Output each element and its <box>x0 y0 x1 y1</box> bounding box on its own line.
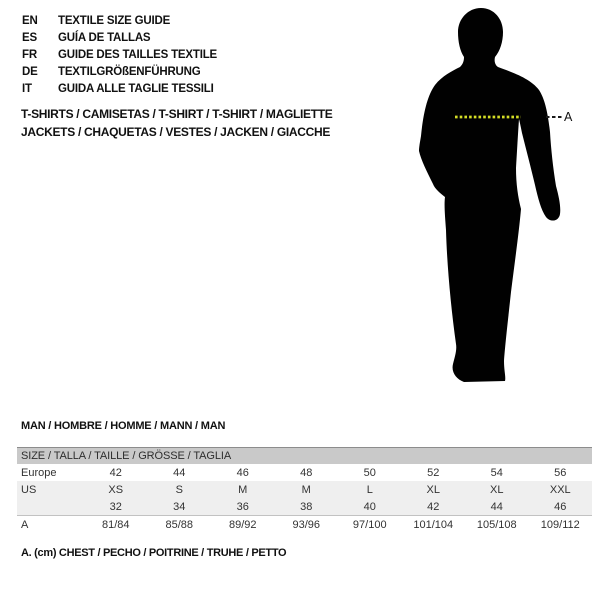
language-label: TEXTILGRÖßENFÜHRUNG <box>58 66 201 78</box>
table-cell: 44 <box>465 498 529 516</box>
table-cell: 97/100 <box>338 516 402 534</box>
table-cell: XS <box>84 481 148 498</box>
table-cell: 54 <box>490 466 503 479</box>
table-cell: XL <box>465 481 529 498</box>
language-code: DE <box>22 66 38 78</box>
table-cell: M <box>211 481 275 498</box>
language-row <box>22 47 217 64</box>
language-row <box>22 13 217 30</box>
table-cell: 36 <box>211 498 275 516</box>
table-cell: S <box>148 481 212 498</box>
language-label: GUÍA DE TALLAS <box>58 32 151 44</box>
table-cell: 42 <box>109 466 122 479</box>
language-code: EN <box>22 15 38 27</box>
table-cell: 52 <box>427 466 440 479</box>
row-label: US <box>17 481 84 498</box>
size-table <box>17 447 592 533</box>
measurement-footnote: A. (cm) CHEST / PECHO / POITRINE / TRUHE / PETTO <box>21 547 287 559</box>
table-cell: 44 <box>173 466 186 479</box>
row-label: Europe <box>21 466 57 479</box>
language-row <box>22 30 217 47</box>
man-figure <box>390 0 600 400</box>
language-row <box>22 64 217 81</box>
table-cell: 105/108 <box>465 516 529 534</box>
table-cell: 56 <box>554 466 567 479</box>
man-silhouette <box>419 8 560 382</box>
table-cell: 46 <box>529 498 593 516</box>
table-cell: 81/84 <box>84 516 148 534</box>
table-cell: 89/92 <box>211 516 275 534</box>
language-code: ES <box>22 32 37 44</box>
category-line-tshirts: T-SHIRTS / CAMISETAS / T-SHIRT / T-SHIRT / MAGLIETTE <box>21 107 333 121</box>
table-cell: 101/104 <box>402 516 466 534</box>
table-row-us <box>17 481 592 498</box>
table-row-europe <box>17 464 592 481</box>
language-label: TEXTILE SIZE GUIDE <box>58 15 171 27</box>
table-row-us-numeric <box>17 498 592 516</box>
category-line-jackets: JACKETS / CHAQUETAS / VESTES / JACKEN / GIACCHE <box>21 124 331 139</box>
language-label: GUIDE DES TAILLES TEXTILE <box>58 49 217 61</box>
row-label: A <box>17 516 84 534</box>
table-cell: 32 <box>84 498 148 516</box>
table-cell: M <box>275 481 339 498</box>
table-cell: 50 <box>363 466 376 479</box>
table-header-cell: SIZE / TALLA / TAILLE / GRÖSSE / TAGLIA <box>17 448 592 465</box>
language-code: FR <box>22 49 37 61</box>
table-cell: 38 <box>275 498 339 516</box>
table-cell: 40 <box>338 498 402 516</box>
measure-label-a: A <box>564 110 573 124</box>
row-label <box>17 498 84 516</box>
table-cell: 109/112 <box>529 516 593 534</box>
table-cell: 42 <box>402 498 466 516</box>
table-header-row <box>17 448 592 465</box>
table-cell: XL <box>402 481 466 498</box>
table-cell: 85/88 <box>148 516 212 534</box>
table-cell: L <box>338 481 402 498</box>
table-cell: 93/96 <box>275 516 339 534</box>
man-silhouette-figure <box>390 0 600 400</box>
table-cell: XXL <box>529 481 593 498</box>
language-label: GUIDA ALLE TAGLIE TESSILI <box>58 83 214 95</box>
category-block <box>21 106 333 141</box>
language-row <box>22 81 217 98</box>
language-code: IT <box>22 83 32 95</box>
language-title-block <box>22 13 217 98</box>
table-row-chest <box>17 516 592 534</box>
table-cell: 46 <box>236 466 249 479</box>
section-title-man: MAN / HOMBRE / HOMME / MANN / MAN <box>21 420 226 432</box>
table-cell: 48 <box>300 466 313 479</box>
table-cell: 34 <box>148 498 212 516</box>
